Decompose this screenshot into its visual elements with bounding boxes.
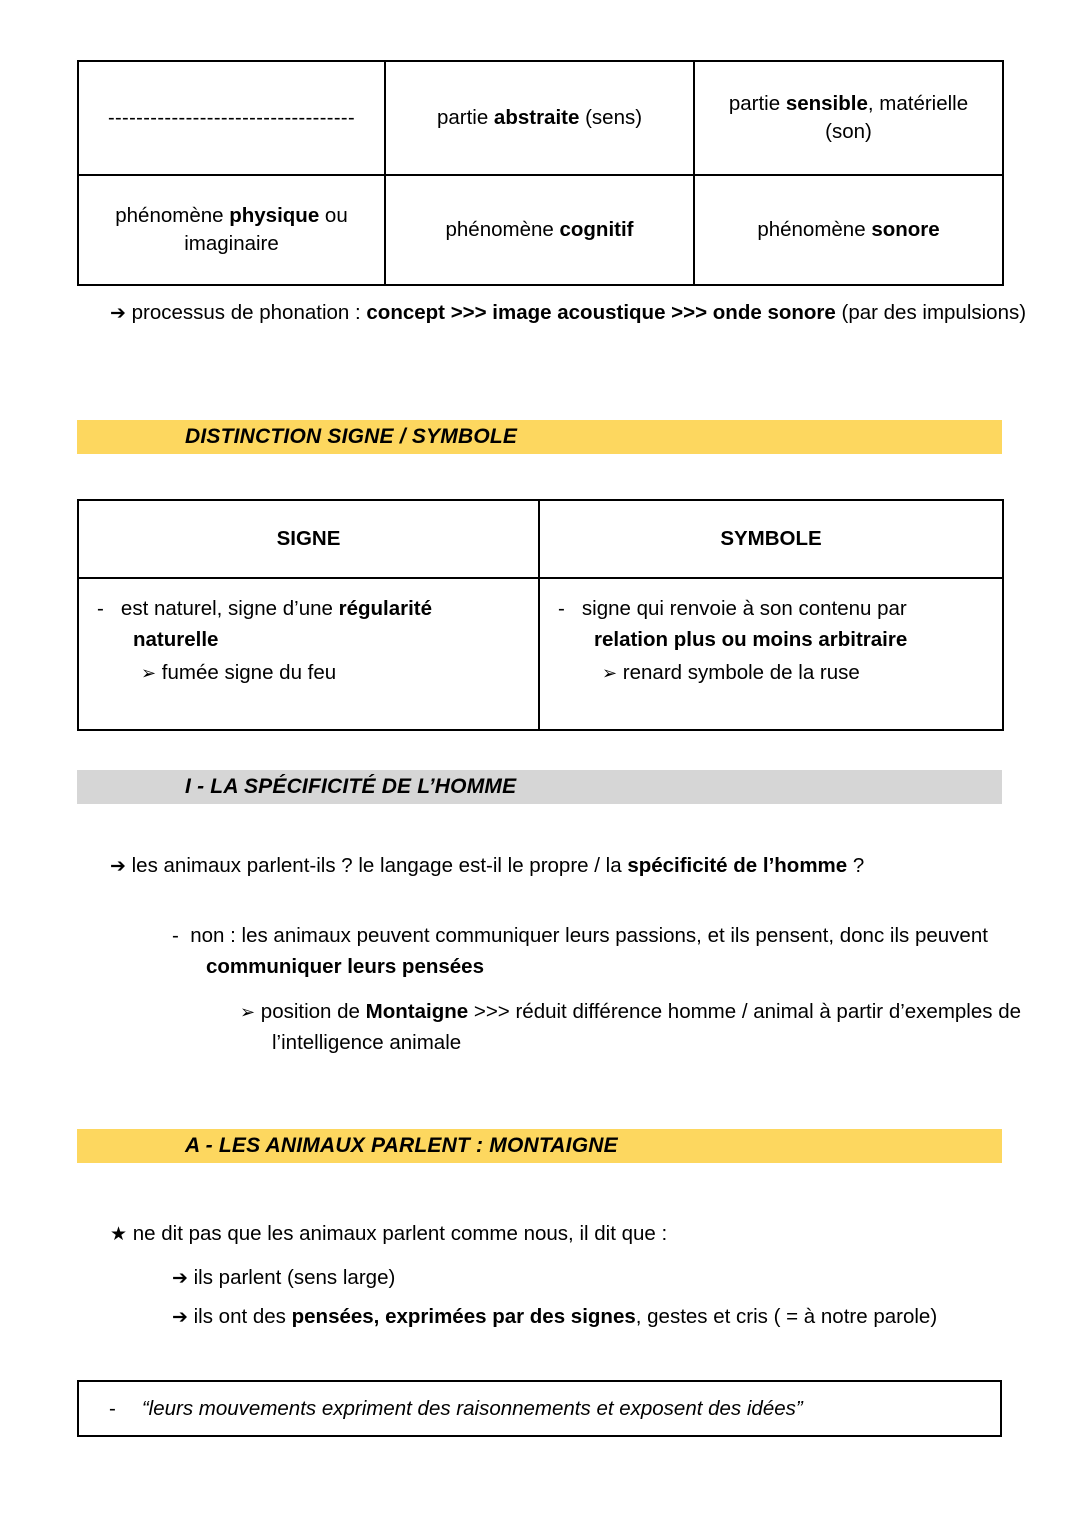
table-row	[78, 175, 1003, 285]
paragraph-bold-text: concept >>> image acoustique >>> onde sonore	[366, 301, 836, 324]
cell-phenomene-cognitif	[385, 175, 694, 285]
paragraph-animaux-parlent-ils	[110, 850, 1034, 881]
sub-bullet-line	[97, 657, 520, 688]
bullet-bold-text: régularité naturelle	[133, 597, 433, 652]
cell-text-bold: physique	[229, 203, 320, 227]
table-header-row	[78, 500, 1003, 578]
bullet-line	[97, 593, 520, 655]
bullet-line	[558, 593, 984, 655]
cell-text-plain: phénomène	[115, 203, 230, 227]
paragraph-ne-dit-pas	[110, 1218, 1044, 1249]
paragraph-plain-text: ils ont des	[193, 1305, 292, 1328]
heading-distinction-signe-symbole	[77, 420, 1002, 454]
cell-text-bold: abstraite	[493, 105, 580, 129]
cell-phenomene-sonore	[694, 175, 1003, 285]
paragraph-plain-text-2: >>> réduit différence homme / animal à partir d’exemples de l’intelligence animale	[272, 1000, 1022, 1055]
cell-symbole-content	[539, 578, 1003, 730]
column-header-signe: SIGNE	[78, 500, 539, 578]
cell-partie-sensible	[694, 61, 1003, 175]
paragraph-plain-text-2: , gestes et cris ( = à notre parole)	[635, 1305, 938, 1328]
paragraph-tail-text: (par des impulsions)	[835, 301, 1027, 324]
cell-text-plain-2: (sens)	[579, 105, 643, 129]
bullet-plain-text: est naturel, signe d’une	[120, 597, 339, 620]
sub-bullet-text: fumée signe du feu	[161, 661, 337, 685]
cell-text-plain: phénomène	[757, 217, 872, 241]
paragraph-lead-text: processus de phonation :	[131, 301, 367, 324]
cell-partie-abstraite	[385, 61, 694, 175]
paragraph-bold-text: pensées, exprimées par des signes	[291, 1305, 636, 1328]
star-bullet-icon: ★	[110, 1223, 128, 1245]
cell-text-bold: sensible	[785, 91, 868, 115]
chevron-bullet-icon: ➢	[240, 1002, 256, 1023]
paragraph-plain-text: les animaux parlent-ils ? le langage est-il le propre / la	[131, 854, 628, 877]
chevron-bullet-icon: ➢	[141, 663, 157, 685]
heading-label: A - LES ANIMAUX PARLENT : MONTAIGNE	[185, 1134, 618, 1157]
dash-bullet-icon: -	[558, 597, 565, 620]
sub-bullet-line	[558, 657, 984, 688]
paragraph-plain-text-2: ?	[847, 854, 865, 877]
cell-signe-content	[78, 578, 539, 730]
quote-box	[77, 1380, 1002, 1437]
heading-specificite-de-l-homme	[77, 770, 1002, 804]
quote-text: “leurs mouvements expriment des raisonnements et exposent des idées”	[141, 1396, 803, 1420]
sub-bullet-text: renard symbole de la ruse	[622, 661, 860, 685]
arrow-right-icon: ➔	[172, 1306, 188, 1328]
heading-les-animaux-parlent-montaigne	[77, 1129, 1002, 1163]
paragraph-text: ne dit pas que les animaux parlent comme nous, il dit que :	[132, 1222, 668, 1245]
arrow-right-icon: ➔	[110, 302, 126, 324]
cell-text-plain: phénomène	[445, 217, 560, 241]
arrow-right-icon: ➔	[172, 1267, 188, 1289]
table-row	[78, 61, 1003, 175]
bullet-plain-text: signe qui renvoie à son contenu par	[581, 597, 907, 620]
paragraph-ils-parlent	[172, 1262, 1046, 1293]
cell-text-bold: sonore	[871, 217, 940, 241]
cell-text-plain-2: ou imaginaire	[184, 203, 348, 255]
table-phenomenes	[77, 60, 1004, 286]
paragraph-bold-text: spécificité de l’homme	[627, 854, 848, 877]
dash-bullet-icon: -	[109, 1396, 116, 1420]
cell-text-plain-2: , matérielle (son)	[825, 91, 969, 143]
paragraph-bold-text: Montaigne	[365, 1000, 469, 1023]
paragraph-processus-phonation	[110, 297, 1034, 328]
paragraph-plain-text: non : les animaux peuvent communiquer leurs passions, et ils pensent, donc ils peuvent	[190, 924, 988, 947]
cell-phenomene-physique	[78, 175, 385, 285]
paragraph-ils-ont-des-pensees	[172, 1301, 1056, 1332]
table-row	[78, 578, 1003, 730]
heading-label: I - LA SPÉCIFICITÉ DE L’HOMME	[185, 775, 517, 798]
chevron-bullet-icon: ➢	[602, 663, 618, 685]
paragraph-non-les-animaux	[172, 920, 1036, 982]
cell-text-plain: partie	[436, 105, 494, 129]
paragraph-plain-text: position de	[260, 1000, 366, 1023]
paragraph-text: ils parlent (sens large)	[193, 1266, 396, 1289]
bullet-bold-text: relation plus ou moins arbitraire	[594, 628, 908, 652]
dash-bullet-icon: -	[97, 597, 104, 620]
cell-text-bold: cognitif	[559, 217, 634, 241]
heading-label: DISTINCTION SIGNE / SYMBOLE	[185, 425, 518, 448]
arrow-right-icon: ➔	[110, 855, 126, 877]
column-header-symbole: SYMBOLE	[539, 500, 1003, 578]
cell-dashline	[78, 61, 385, 175]
cell-text-plain: partie	[728, 91, 786, 115]
table-signe-symbole	[77, 499, 1004, 731]
dashed-placeholder: -----------------------------------	[107, 106, 356, 129]
paragraph-position-de-montaigne	[240, 996, 1042, 1058]
dash-bullet-icon: -	[172, 924, 179, 947]
paragraph-bold-text: communiquer leurs pensées	[206, 955, 484, 979]
